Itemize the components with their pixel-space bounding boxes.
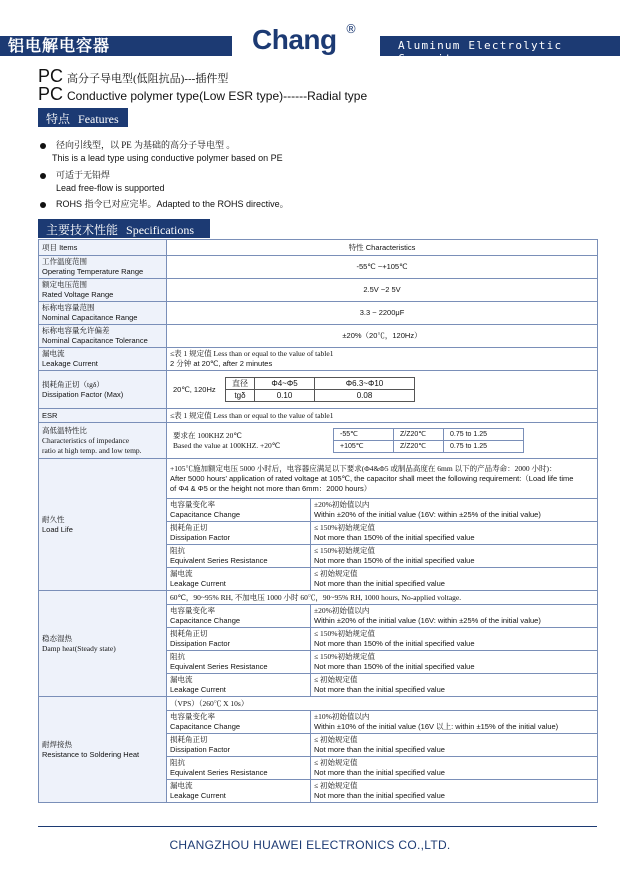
table-row: 耐久性 Load Life +105℃施加额定电压 5000 小时后，电容器应满足以下要求(Φ4&Φ5 或制品高度在 6mm 以下的产品寿命：2000 小时)： After 5000 hours' application of rated voltage at 105℃, the capacitor shall meet the following requirement:（Load life time of Φ4 & Φ5 or the height not more than 6mm：2000 hours） [39, 459, 598, 499]
df-table: 直径 Φ4~Φ5 Φ6.3~Φ10 tgδ 0.10 0.08 [225, 377, 415, 402]
table-row: 电容量变化率 Capacitance Change ±20%初始值以内 Within ±20% of the initial value (16V: within ±25% of the initial value) [39, 499, 598, 522]
title-en-text: Conductive polymer type(Low ESR type)------Radial type [67, 89, 368, 103]
table-row: 标称电容量范围 Nominal Capacitance Range 3.3 ~ 2200μF [39, 302, 598, 325]
table-row: 漏电流 Leakage Current ≤表 1 规定值 Less than or equal to the value of table1 2 分钟 at 20℃, after 2 minutes [39, 348, 598, 371]
table-row: ESR ≤表 1 规定值 Less than or equal to the value of table1 [39, 409, 598, 423]
load-life-label: 耐久性 Load Life [39, 459, 167, 591]
temp-value: -55℃ ~+105℃ [167, 256, 598, 279]
bullet-icon [40, 202, 46, 208]
table-row: 漏电流 Leakage Current ≤ 初始规定值 Not more than the initial specified value [39, 780, 598, 803]
table-row: 标称电容量允许偏差 Nominal Capacitance Tolerance ±20%（20℃，120Hz） [39, 325, 598, 348]
registered-mark: ® [345, 22, 357, 36]
specifications-table [38, 239, 598, 803]
header-right-title: Aluminum Electrolytic Capacitors [398, 39, 563, 65]
table-row: 阻抗 Equivalent Series Resistance ≤ 150%初始规定值 Not more than 150% of the initial specified value [39, 651, 598, 674]
table-row: 阻抗 Equivalent Series Resistance ≤ 初始规定值 Not more than the initial specified value [39, 757, 598, 780]
table-row: 电容量变化率 Capacitance Change ±10%初始值以内 Within ±10% of the initial value (16V 以上: within ±15% of the initial value) [39, 711, 598, 734]
table-row: 耐焊接热 Resistance to Soldering Heat （VPS）（260℃ X 10s） [39, 697, 598, 711]
col-items: 项目 Items [39, 240, 167, 256]
features-heading [38, 108, 128, 127]
features-heading-cn: 特点 [46, 112, 71, 126]
tolerance-value: ±20%（20℃，120Hz） [167, 325, 598, 348]
bullet-icon [40, 143, 46, 149]
specs-heading [38, 219, 210, 238]
footer-divider [38, 826, 597, 827]
voltage-value: 2.5V ~2 5V [167, 279, 598, 302]
table-row: 损耗角正切 Dissipation Factor ≤ 150%初始规定值 Not more than 150% of the initial specified value [39, 628, 598, 651]
feature-item-2-en: Lead free-flow is supported [56, 183, 165, 193]
feature-item-3: ROHS 指令已对应完毕。Adapted to the ROHS directive。 [40, 197, 289, 210]
table-row: 漏电流 Leakage Current ≤ 初始规定值 Not more than the initial specified value [39, 568, 598, 591]
table-row: 损耗角正切（tgδ） Dissipation Factor (Max) 20℃, 120Hz 直径 Φ4~Φ5 Φ6.3~Φ10 tgδ 0.10 0.08 [39, 371, 598, 409]
capacitance-value: 3.3 ~ 2200μF [167, 302, 598, 325]
footer-company: CHANGZHOU HUAWEI ELECTRONICS CO.,LTD. [169, 838, 451, 852]
page-header [0, 0, 620, 65]
solder-heat-label: 耐焊接热 Resistance to Soldering Heat [39, 697, 167, 803]
table-row: 电容量变化率 Capacitance Change ±20%初始值以内 Within ±20% of the initial value (16V: within ±25% of the initial value) [39, 605, 598, 628]
series-code: PC [38, 66, 64, 86]
specs-heading-cn: 主要技术性能 [46, 223, 119, 237]
table-row: 工作温度范围 Operating Temperature Range -55℃ ~+105℃ [39, 256, 598, 279]
product-title-en [38, 84, 367, 105]
table-row: 漏电流 Leakage Current ≤ 初始规定值 Not more than the initial specified value [39, 674, 598, 697]
series-code-2: PC [38, 84, 64, 104]
bullet-icon [40, 173, 46, 179]
features-heading-en: Features [78, 112, 119, 126]
specs-heading-en: Specifications [126, 223, 194, 237]
table-row: 损耗角正切 Dissipation Factor ≤ 初始规定值 Not more than the initial specified value [39, 734, 598, 757]
feature-item-1: 径向引线型，以 PE 为基础的高分子导电型 。 [40, 138, 235, 151]
table-row: 额定电压范围 Rated Voltage Range 2.5V ~2 5V [39, 279, 598, 302]
table-row: 稳态湿热 Damp heat(Steady state) 60℃，90~95% RH, 不加电压 1000 小时 60℃，90~95% RH, 1000 hours, No-applied voltage. [39, 591, 598, 605]
impedance-ratio-table: -55℃ Z/Z20℃ 0.75 to 1.25 +105℃ Z/Z20℃ 0.75 to 1.25 [333, 428, 524, 453]
feature-item-2: 可适于无铅焊 [40, 168, 110, 181]
brand-logo: Chang [252, 24, 337, 55]
header-left-title: 铝电解电容器 [8, 36, 111, 55]
feature-item-1-en: This is a lead type using conductive polymer based on PE [52, 153, 283, 163]
title-cn-text: 高分子导电型(低阻抗品)---插件型 [67, 73, 229, 85]
table-header-row [39, 240, 598, 256]
table-row: 高低温特性比 Characteristics of impedance ratio at high temp. and low temp. 要求在 100KHZ 20℃ Based the value at 100KHZ. +20℃ -55℃ Z/Z20℃ 0.75 to 1.25 +105℃ Z/Z20℃ 0.75 to 1.25 [39, 423, 598, 459]
col-characteristics: 特性 Characteristics [167, 240, 598, 256]
damp-heat-label: 稳态湿热 Damp heat(Steady state) [39, 591, 167, 697]
table-row: 损耗角正切 Dissipation Factor ≤ 150%初始规定值 Not more than 150% of the initial specified value [39, 522, 598, 545]
table-row: 阻抗 Equivalent Series Resistance ≤ 150%初始规定值 Not more than 150% of the initial specified value [39, 545, 598, 568]
